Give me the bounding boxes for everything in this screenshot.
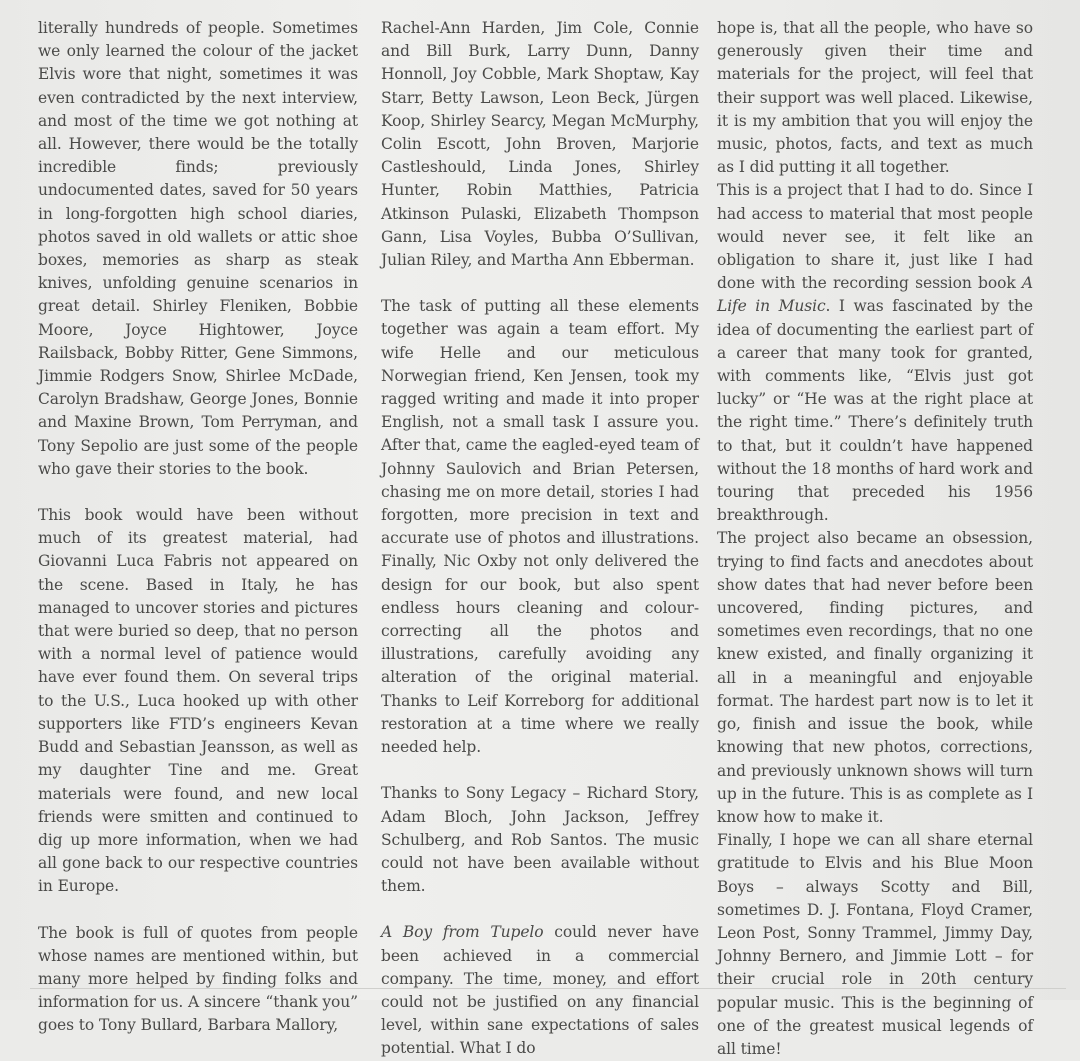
text-column-right	[717, 17, 1033, 1061]
paragraph: Rachel-Ann Harden, Jim Cole, Connie and Bill Burk, Larry Dunn, Danny Honnoll, Joy Cobble, Mark Shoptaw, Kay Starr, Betty Lawson, Leon Beck, Jürgen Koop, Shirley Searcy, Megan McMurphy, Colin Escott, John Broven, Marjorie Castleshould, Linda Jones, Shirley Hunter, Robin Matthies, Patricia Atkinson Pulaski, Elizabeth Thompson Gann, Lisa Voyles, Bubba O’Sullivan, Julian Riley, and Martha Ann Ebberman.	[381, 19, 699, 270]
paragraph: Thanks to Sony Legacy – Richard Story, Adam Bloch, John Jackson, Jeffrey Schulberg, and Rob Santos. The music could not have been available without them.	[381, 784, 699, 896]
paragraph: The task of putting all these elements together was again a team effort. My wife Helle and our meticulous Norwegian friend, Ken Jensen, took my ragged writing and made it into proper English, not a small task I assure you. After that, came the eagled-eyed team of Johnny Saulovich and Brian Petersen, chasing me on more detail, stories I had forgotten, more precision in text and accurate use of photos and illustrations. Finally, Nic Oxby not only delivered the design for our book, but also spent endless hours cleaning and colour-correcting all the photos and illustrations, carefully avoiding any alteration of the original material. Thanks to Leif Korreborg for additional restoration at a time where we really needed help.	[381, 297, 699, 757]
paragraph-text: This is a project that I had to do. Since I had access to material that most people would never see, it felt like an obligation to share it, just like I had done with the recording session book	[717, 181, 1033, 293]
book-title: A Life in Music	[717, 274, 1033, 316]
paragraph	[717, 179, 1033, 527]
book-title: A Boy from Tupelo	[381, 923, 544, 942]
text-column-middle	[381, 17, 699, 1061]
paragraph: The book is full of quotes from people whose names are mentioned within, but many more helped by finding folks and information for us. A sincere “thank you” goes to Tony Bullard, Barbara Mallory,	[38, 923, 358, 1035]
bottom-divider	[30, 988, 1066, 989]
paragraph: Finally, I hope we can all share eternal gratitude to Elvis and his Blue Moon Boys – always Scotty and Bill, sometimes D. J. Fontana, Floyd Cramer, Leon Post, Sonny Trammel, Jimmy Day, Johnny Bernero, and Jimmie Lott – for their crucial role in 20th century popular music. This is the beginning of one of the greatest musical legends of all time!	[717, 831, 1033, 1058]
text-column-left	[38, 17, 358, 1038]
paragraph: This book would have been without much of its greatest material, had Giovanni Luca Fabris not appeared on the scene. Based in Italy, he has managed to uncover stories and pictures that were buried so deep, that no person with a normal level of patience would have ever found them. On several trips to the U.S., Luca hooked up with other supporters like FTD’s engineers Kevan Budd and Sebastian Jeansson, as well as my daughter Tine and me. Great materials were found, and new local friends were smitten and continued to dig up more information, when we had all gone back to our respective countries in Europe.	[38, 506, 358, 896]
paragraph	[381, 921, 699, 1060]
paragraph: The project also became an obsession, trying to find facts and anecdotes about show dates that had never before been uncovered, finding pictures, and sometimes even recordings, that no one knew existed, and finally organizing it all in a meaningful and enjoyable format. The hardest part now is to let it go, finish and issue the book, while knowing that new photos, corrections, and previously unknown shows will turn up in the future. This is as complete as I know how to make it.	[717, 529, 1033, 826]
paragraph: literally hundreds of people. Sometimes we only learned the colour of the jacket Elvis wore that night, sometimes it was even contradicted by the next interview, and most of the time we got nothing at all. However, there would be the totally incredible finds; previously undocumented dates, saved for 50 years in long-forgotten high school diaries, photos saved in old wallets or attic shoe boxes, memories as sharp as steak knives, unfolding genuine scenarios in great detail. Shirley Fleniken, Bobbie Moore, Joyce Hightower, Joyce Railsback, Bobby Ritter, Gene Simmons, Jimmie Rodgers Snow, Shirlee McDade, Carolyn Bradshaw, George Jones, Bonnie and Maxine Brown, Tom Perryman, and Tony Sepolio are just some of the people who gave their stories to the book.	[38, 19, 358, 478]
paragraph-text: . I was fascinated by the idea of documenting the earliest part of a career that many took for granted, with comments like, “Elvis just got lucky” or “He was at the right place at the right time.” There’s definitely truth to that, but it couldn’t have happened without the 18 months of hard work and touring that preceded his 1956 breakthrough.	[717, 297, 1033, 525]
paragraph-text: could never have been achieved in a commercial company. The time, money, and effort could not be justified on any financial level, within sane expectations of sales potential. What I do	[381, 923, 699, 1058]
paragraph: hope is, that all the people, who have so generously given their time and materials for the project, will feel that their support was well placed. Likewise, it is my ambition that you will enjoy the music, photos, facts, and text as much as I did putting it all together.	[717, 19, 1033, 177]
